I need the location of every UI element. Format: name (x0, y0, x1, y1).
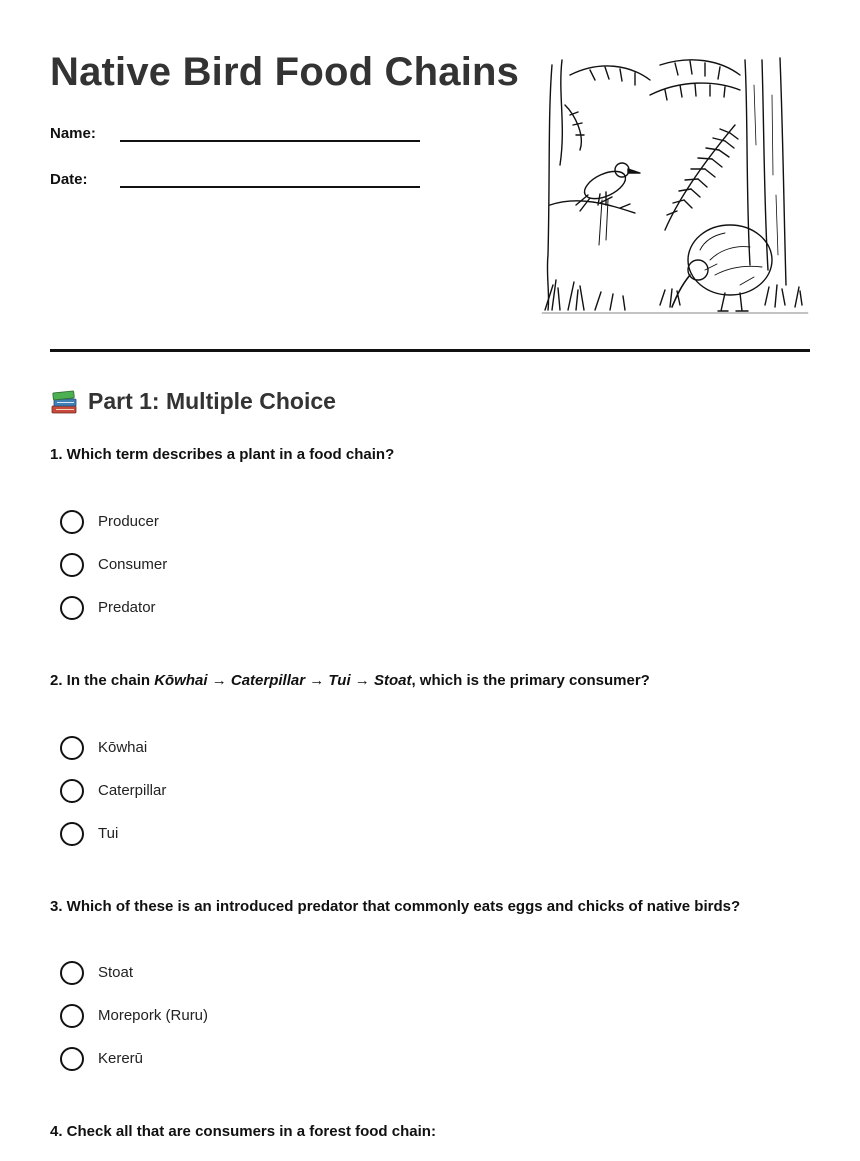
radio-button[interactable] (60, 553, 84, 577)
question-3-options (60, 951, 208, 1080)
books-icon (50, 389, 78, 415)
date-label: Date: (50, 171, 88, 188)
radio-button[interactable] (60, 510, 84, 534)
date-blank-line[interactable] (120, 168, 420, 188)
option-label: Consumer (98, 556, 168, 573)
radio-button[interactable] (60, 736, 84, 760)
option-label: Morepork (Ruru) (98, 1007, 209, 1024)
part1-heading (50, 388, 336, 415)
option-consumer[interactable] (60, 543, 167, 586)
worksheet-header (50, 0, 810, 350)
radio-button[interactable] (60, 779, 84, 803)
option-label: Predator (98, 599, 156, 616)
option-kereru[interactable] (60, 1037, 208, 1080)
radio-button[interactable] (60, 961, 84, 985)
option-stoat[interactable] (60, 951, 208, 994)
forest-birds-illustration (540, 55, 810, 320)
radio-button[interactable] (60, 1004, 84, 1028)
name-field (50, 122, 420, 142)
part1-heading-text: Part 1: Multiple Choice (88, 388, 336, 414)
option-predator[interactable] (60, 586, 167, 629)
question-3: 3. Which of these is an introduced predator that commonly eats eggs and chicks of native birds? (50, 898, 741, 915)
question-4: 4. Check all that are consumers in a forest food chain: (50, 1123, 436, 1140)
question-1: 1. Which term describes a plant in a food chain? (50, 446, 395, 463)
radio-button[interactable] (60, 1047, 84, 1071)
header-divider (50, 349, 810, 352)
option-label: Tui (98, 825, 119, 842)
question-2 (50, 672, 650, 689)
worksheet-title: Native Bird Food Chains (50, 50, 520, 94)
option-label: Caterpillar (98, 782, 167, 799)
option-tui[interactable] (60, 812, 166, 855)
option-label: Stoat (98, 964, 134, 981)
question-2-chain: Kōwhai → Caterpillar → Tui → Stoat (154, 672, 412, 689)
option-kowhai[interactable] (60, 726, 166, 769)
question-2-prefix: 2. In the chain (50, 672, 155, 689)
date-field (50, 168, 420, 188)
radio-button[interactable] (60, 822, 84, 846)
option-producer[interactable] (60, 500, 167, 543)
option-label: Kererū (98, 1050, 144, 1067)
option-caterpillar[interactable] (60, 769, 166, 812)
option-label: Kōwhai (98, 739, 148, 756)
radio-button[interactable] (60, 596, 84, 620)
option-label: Producer (98, 513, 159, 530)
question-2-suffix: , which is the primary consumer? (411, 672, 650, 689)
question-1-options (60, 500, 167, 629)
option-morepork[interactable] (60, 994, 208, 1037)
name-blank-line[interactable] (120, 122, 420, 142)
question-2-options (60, 726, 166, 855)
name-label: Name: (50, 125, 96, 142)
